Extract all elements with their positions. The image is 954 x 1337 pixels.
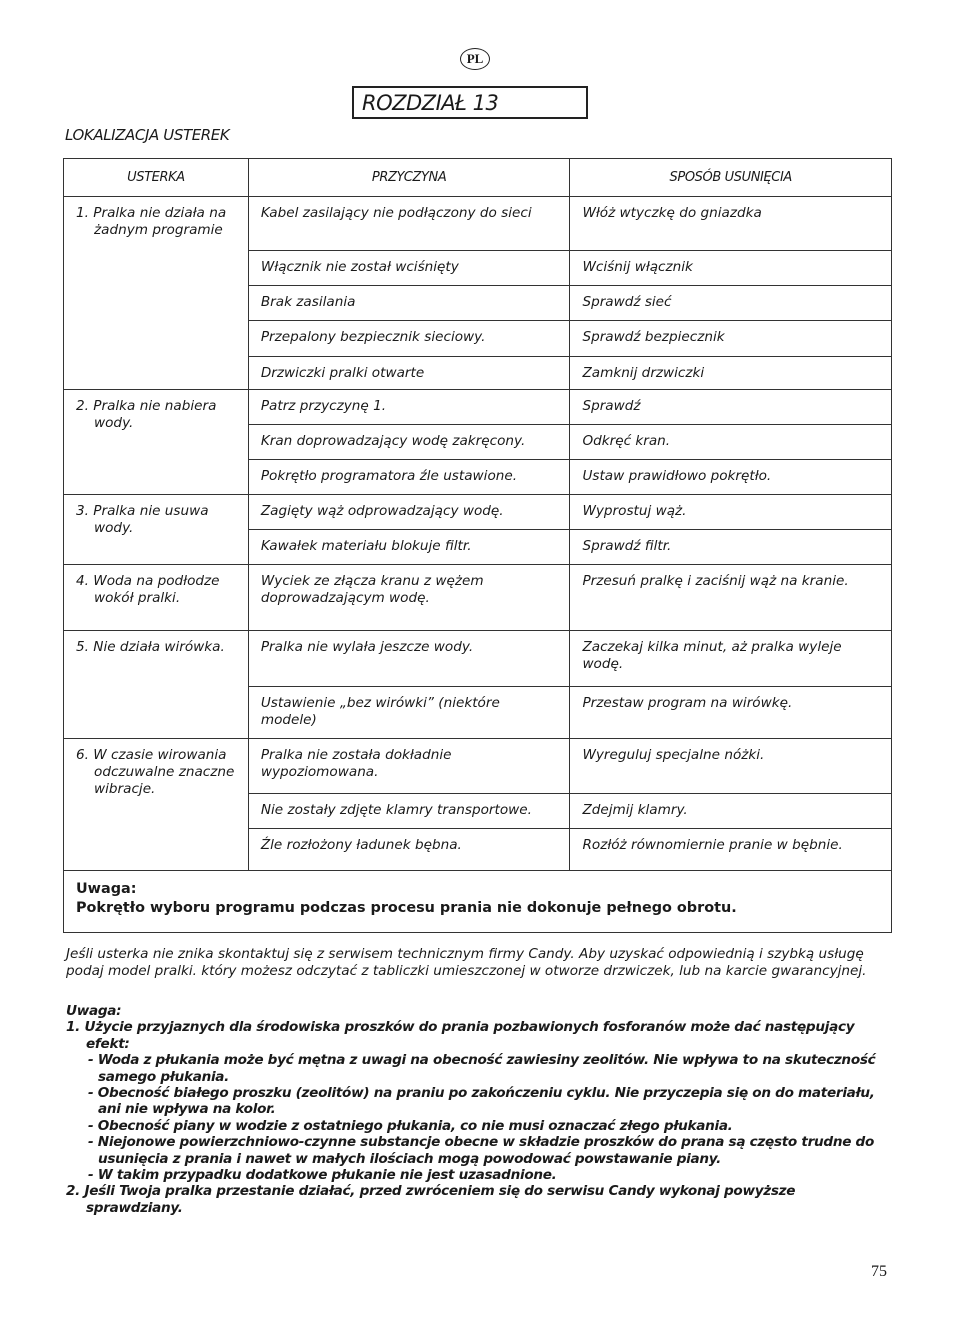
- remedy-cell: Rozłóż równomiernie pranie w bębnie.: [570, 829, 892, 871]
- warning-block: [66, 1003, 892, 1216]
- table-row: [64, 631, 892, 687]
- cause-cell: Patrz przyczynę 1.: [248, 390, 570, 425]
- warning-dash-item: - Obecność piany w wodzie z ostatniego płukania, co nie musi oznaczać złego płukania.: [88, 1117, 733, 1134]
- header-cause: PRZYCZYNA: [248, 159, 570, 197]
- fault-text: 2. Pralka nie nabiera wody.: [76, 398, 217, 431]
- warning-dash-item: - Obecność białego proszku (zeolitów) na praniu po zakończeniu cyklu. Nie przyczepia się on do materiału, ani nie wpływa na kolor.: [88, 1085, 875, 1118]
- fault-text: 6. W czasie wirowania odczuwalne znaczne wibracje.: [76, 747, 235, 797]
- remedy-cell: Sprawdź filtr.: [570, 530, 892, 565]
- chapter-title: ROZDZIAŁ 13: [352, 86, 588, 119]
- fault-cell: [64, 739, 249, 871]
- warning-dash-item: - Niejonowe powierzchniowo-czynne substancje obecne w składzie proszków do prana są często trudne do usunięcia z prania i nawet w małych ilościach mogą powodować powstawanie piany.: [88, 1134, 875, 1167]
- table-header-row: [64, 159, 892, 197]
- remedy-cell: Wyprostuj wąż.: [570, 495, 892, 530]
- fault-cell: [64, 631, 249, 739]
- cause-cell: Brak zasilania: [248, 286, 570, 321]
- cause-cell: Pralka nie została dokładnie wypoziomowana.: [248, 739, 570, 794]
- remedy-cell: Zaczekaj kilka minut, aż pralka wyleje wodę.: [570, 631, 892, 687]
- fault-cell: [64, 390, 249, 495]
- remedy-cell: Zdejmij klamry.: [570, 794, 892, 829]
- fault-text: 4. Woda na podłodze wokół pralki.: [76, 573, 220, 606]
- fault-cell: [64, 565, 249, 631]
- remedy-cell: Wyreguluj specjalne nóżki.: [570, 739, 892, 794]
- remedy-cell: Wciśnij włącznik: [570, 251, 892, 286]
- remedy-cell: Odkręć kran.: [570, 425, 892, 460]
- section-title: LOKALIZACJA USTEREK: [65, 126, 230, 144]
- table-row: [64, 565, 892, 631]
- table-note-label: Uwaga:: [76, 881, 137, 897]
- warning-dash-item: - Woda z płukania może być mętna z uwagi na obecność zawiesiny zeolitów. Nie wpływa to na skuteczność samego płukania.: [88, 1052, 876, 1085]
- remedy-cell: Przestaw program na wirówkę.: [570, 687, 892, 739]
- table-row: [64, 739, 892, 794]
- cause-cell: Zagięty wąż odprowadzający wodę.: [248, 495, 570, 530]
- cause-cell: Włącznik nie został wciśnięty: [248, 251, 570, 286]
- remedy-cell: Przesuń pralkę i zaciśnij wąż na kranie.: [570, 565, 892, 631]
- table-row: [64, 495, 892, 530]
- cause-cell: Wyciek ze złącza kranu z wężem doprowadzającym wodę.: [248, 565, 570, 631]
- troubleshooting-table: [63, 158, 892, 933]
- table-note-row: [64, 871, 892, 933]
- cause-cell: Kabel zasilający nie podłączony do sieci: [248, 197, 570, 251]
- remedy-cell: Włóż wtyczkę do gniazdka: [570, 197, 892, 251]
- cause-cell: Ustawienie „bez wirówki” (niektóre modele): [248, 687, 570, 739]
- service-info: Jeśli usterka nie znika skontaktuj się z serwisem technicznym firmy Candy. Aby uzyskać odpowiednią i szybką usługę podaj model pralki. który możesz odczytać z tabliczki umieszczonej w otworze drzwiczek, lub na karcie gwarancyjnej.: [66, 946, 867, 979]
- cause-cell: Pralka nie wylała jeszcze wody.: [248, 631, 570, 687]
- fault-cell: [64, 197, 249, 390]
- remedy-cell: Ustaw prawidłowo pokrętło.: [570, 460, 892, 495]
- remedy-cell: Sprawdź sieć: [570, 286, 892, 321]
- cause-cell: Kran doprowadzający wodę zakręcony.: [248, 425, 570, 460]
- table-note: [64, 871, 892, 933]
- fault-text: 1. Pralka nie działa na żadnym programie: [76, 205, 227, 238]
- warning-dash-item: - W takim przypadku dodatkowe płukanie nie jest uzasadnione.: [88, 1167, 557, 1184]
- cause-cell: Nie zostały zdjęte klamry transportowe.: [248, 794, 570, 829]
- fault-cell: [64, 495, 249, 565]
- cause-cell: Źle rozłożony ładunek bębna.: [248, 829, 570, 871]
- cause-cell: Przepalony bezpiecznik sieciowy.: [248, 321, 570, 357]
- cause-cell: Drzwiczki pralki otwarte: [248, 357, 570, 390]
- warning-item-2: 2. Jeśli Twoja pralka przestanie działać, przed zwróceniem się do serwisu Candy wykonaj powyższe sprawdziany.: [66, 1183, 796, 1216]
- remedy-cell: Sprawdź bezpiecznik: [570, 321, 892, 357]
- header-fault: USTERKA: [64, 159, 249, 197]
- language-badge: PL: [460, 48, 490, 70]
- fault-text: 5. Nie działa wirówka.: [76, 639, 225, 655]
- table-note-text: Pokrętło wyboru programu podczas procesu prania nie dokonuje pełnego obrotu.: [76, 900, 737, 916]
- table-row: [64, 390, 892, 425]
- cause-cell: Pokrętło programatora źle ustawione.: [248, 460, 570, 495]
- table-row: [64, 197, 892, 251]
- warning-label: Uwaga:: [66, 1003, 122, 1019]
- page-number: 75: [871, 1263, 887, 1280]
- warning-item-1: 1. Użycie przyjaznych dla środowiska proszków do prania pozbawionych fosforanów może dać następujący efekt:: [66, 1019, 855, 1052]
- header-remedy: SPOSÓB USUNIĘCIA: [570, 159, 892, 197]
- fault-text: 3. Pralka nie usuwa wody.: [76, 503, 209, 536]
- remedy-cell: Sprawdź: [570, 390, 892, 425]
- remedy-cell: Zamknij drzwiczki: [570, 357, 892, 390]
- cause-cell: Kawałek materiału blokuje filtr.: [248, 530, 570, 565]
